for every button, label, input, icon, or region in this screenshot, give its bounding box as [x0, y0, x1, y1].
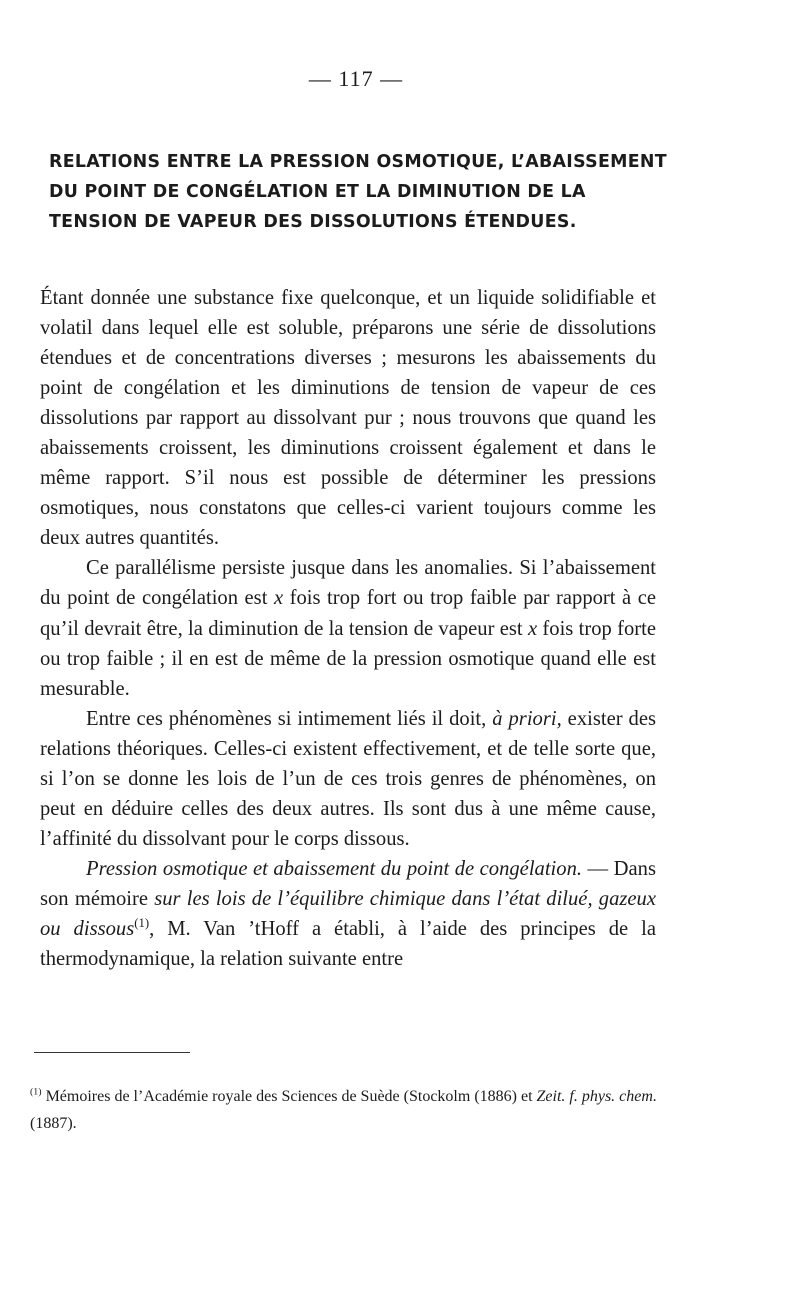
- footnote-marker: (1): [30, 1086, 42, 1098]
- paragraph-2-part-c: fois trop forte ou trop faible ; il en est de même de la pression osmotique quand elle est mesurable.: [40, 617, 656, 700]
- paragraph-4: [40, 854, 656, 974]
- footnote: [30, 1083, 670, 1137]
- paragraph-4-part-a: — Dans son mémoire: [40, 857, 656, 910]
- footnote-text-a: Mémoires de l’Académie royale des Sciences de Suède (Stockolm (1886) et: [41, 1088, 537, 1105]
- paragraph-3: [40, 704, 656, 854]
- body-text: [40, 283, 656, 974]
- footnote-reference[interactable]: (1): [134, 916, 150, 931]
- paragraph-4-subtitle: Pression osmotique et abaissement du point de congélation.: [86, 857, 583, 880]
- footnote-text-b: (1887).: [30, 1115, 77, 1132]
- variable-x: x: [273, 587, 284, 610]
- paragraph-3-part-a: Entre ces phénomènes si intimement liés il doit,: [86, 707, 493, 730]
- paragraph-4-italic-title: sur les lois de l’équilibre chimique dans l’état dilué, gazeux ou dissous: [40, 887, 656, 940]
- paragraph-1: Étant donnée une substance fixe quelconque, et un liquide solidifiable et volatil dans lequel elle est soluble, préparons une série de dissolutions étendues et de concentrations diverses ; mesurons les abaissements du point de congélation et les diminutions de tension de vapeur de ces dissolutions par rapport au dissolvant pur ; nous trouvons que quand les abaissements croissent, les diminutions croissent également et dans le même rapport. S’il nous est possible de déterminer les pressions osmotiques, nous constatons que celles-ci varient toujours comme les deux autres quantités.: [40, 287, 656, 550]
- paragraph-2: [40, 553, 656, 703]
- paragraph-4-part-b: , M. Van ’tHoff a établi, à l’aide des principes de la thermodynamique, la relation suivante entre: [40, 917, 656, 971]
- paragraph-3-italic: à priori,: [492, 707, 562, 730]
- footnote-journal: Zeit. f. phys. chem.: [536, 1088, 657, 1105]
- paragraph-2-part-b: fois trop fort ou trop faible par rapport à ce qu’il devrait être, la diminution de la tension de vapeur est: [40, 587, 656, 640]
- footnote-divider: [34, 1052, 190, 1053]
- page-number: — 117 —: [308, 66, 404, 91]
- paragraph-3-part-b: exister des relations théoriques. Celles-ci existent effectivement, et de telle sorte que, si l’on se donne les lois de l’un de ces trois genres de phénomènes, on peut en déduire celles des deux autres. Ils sont dus à une même cause, l’affinité du dissolvant pour le corps dissous.: [40, 707, 656, 850]
- paragraph-2-part-a: Ce parallélisme persiste jusque dans les anomalies. Si l’abaissement du point de congélation est: [40, 557, 656, 610]
- section-heading: RELATIONS ENTRE LA PRESSION OSMOTIQUE, L’ABAISSEMENT DU POINT DE CONGÉLATION ET LA DIMINUTION DE LA TENSION DE VAPEUR DES DISSOLUTIONS ÉTENDUES.: [49, 152, 667, 232]
- variable-x: x: [527, 617, 538, 640]
